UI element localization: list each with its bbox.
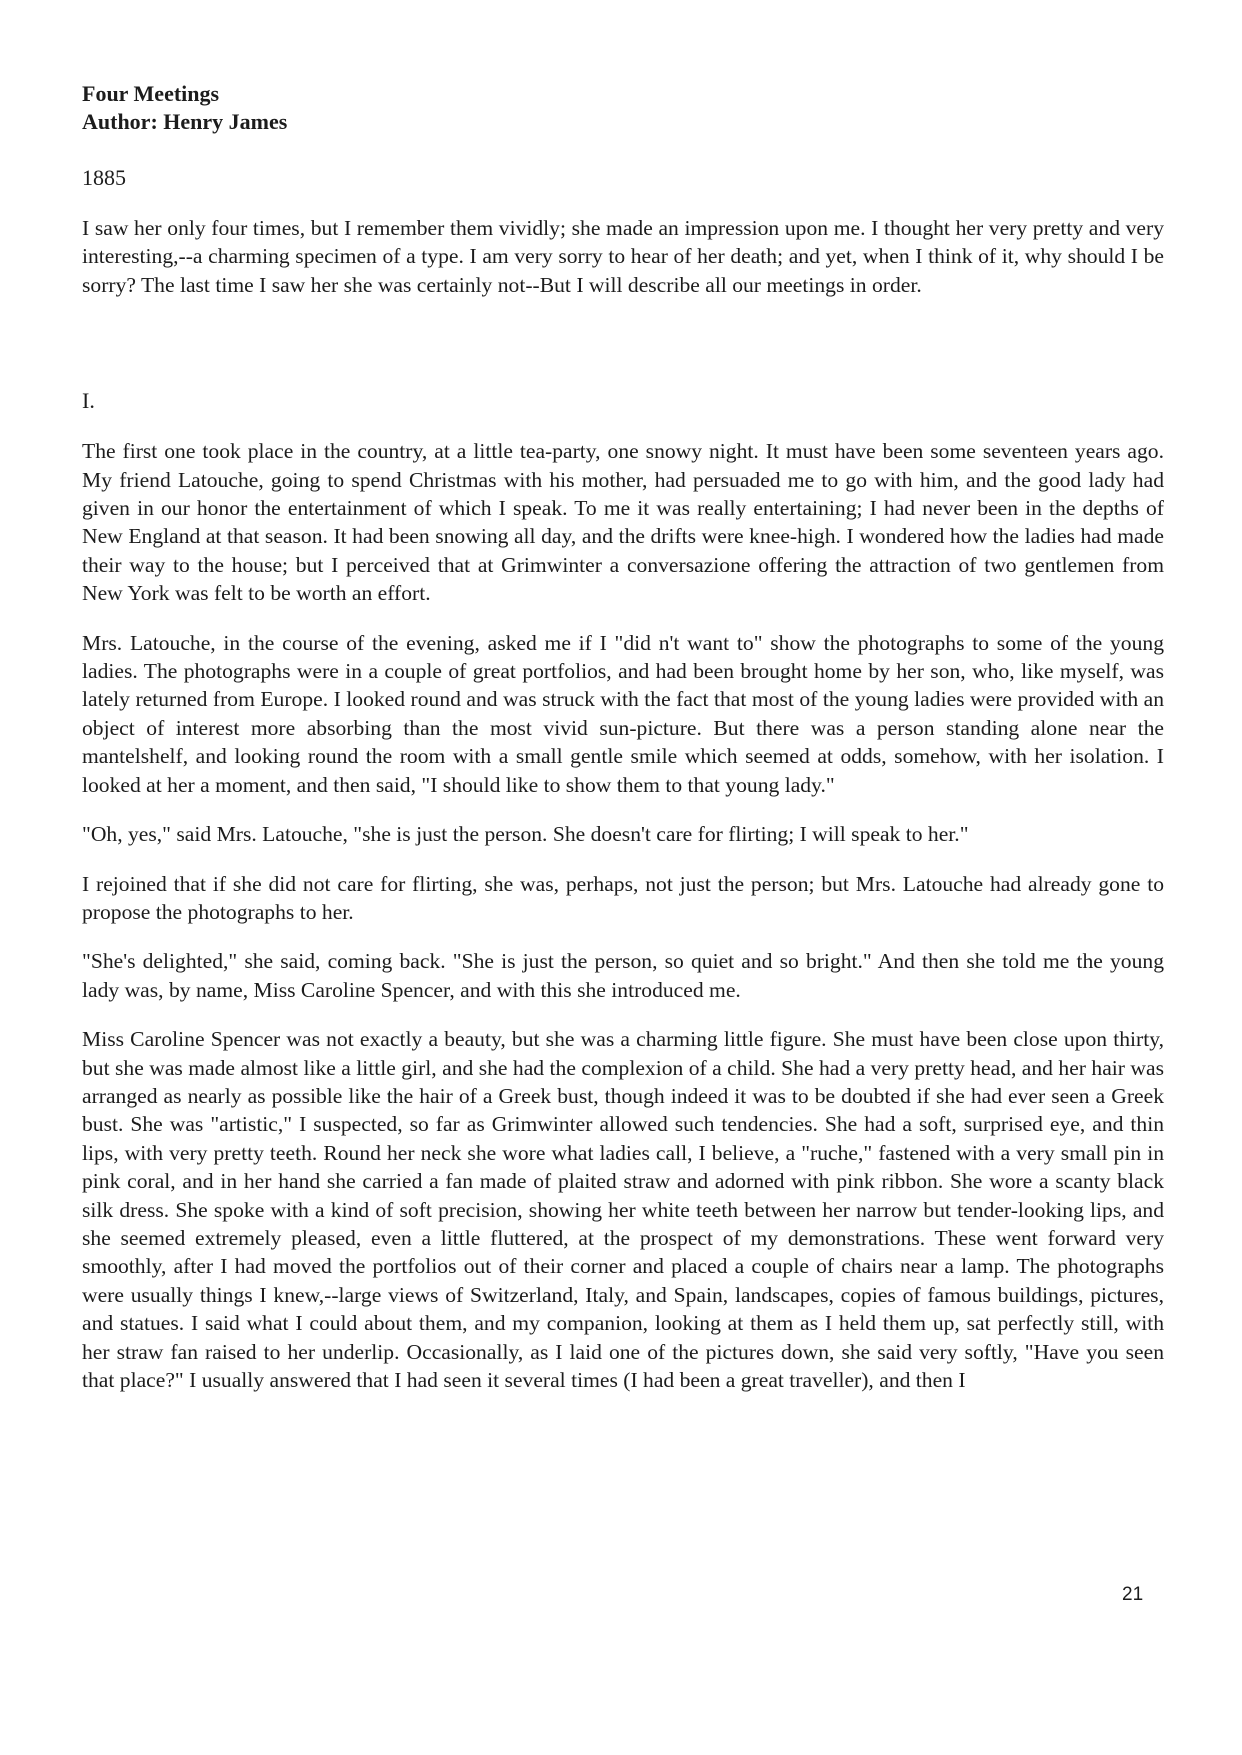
document-title: Four Meetings bbox=[82, 81, 220, 106]
title-block bbox=[82, 80, 1164, 136]
document-page bbox=[82, 80, 1164, 1415]
body-paragraph: The first one took place in the country, at a little tea-party, one snowy night. It must have been some seventeen years ago. My friend Latouche, going to spend Christmas with his mother, had persuaded me to go with him, and the good lady had given in our honor the entertainment of which I speak. To me it was really entertaining; I had never been in the depths of New England at that season. It had been snowing all day, and the drifts were knee-high. I wondered how the ladies had made their way to the house; but I perceived that at Grimwinter a conversazione offering the attraction of two gentlemen from New York was felt to be worth an effort. bbox=[82, 439, 1164, 606]
body-paragraph: Mrs. Latouche, in the course of the evening, asked me if I "did n't want to" show the photographs to some of the young ladies. The photographs were in a couple of great portfolios, and had been brought home by her son, who, like myself, was lately returned from Europe. I looked round and was struck with the fact that most of the young ladies were provided with an object of interest more absorbing than the most vivid sun-picture. But there was a person standing alone near the mantelshelf, and looking round the room with a small gentle smile which seemed at odds, somehow, with her isolation. I looked at her a moment, and then said, "I should like to show them to that young lady." bbox=[82, 630, 1164, 797]
body-paragraph: I rejoined that if she did not care for flirting, she was, perhaps, not just the person; but Mrs. Latouche had already gone to propose the photographs to her. bbox=[82, 871, 1164, 924]
page-number: 21 bbox=[1122, 1584, 1144, 1605]
body-paragraph: Miss Caroline Spencer was not exactly a beauty, but she was a charming little figure. She must have been close upon thirty, but she was made almost like a little girl, and she had the complexion of a child. She had a very pretty head, and her hair was arranged as nearly as possible like the hair of a Greek bust, though indeed it was to be doubted if she had ever seen a Greek bust. She was "artistic," I suspected, so far as Grimwinter allowed such tendencies. She had a soft, surprised eye, and thin lips, with very pretty teeth. Round her neck she wore what ladies call, I believe, a "ruche," fastened with a very small pin in pink coral, and in her hand she carried a fan made of plaited straw and adorned with pink ribbon. She wore a scanty black silk dress. She spoke with a kind of soft precision, showing her white teeth between her narrow but tender-looking lips, and she seemed extremely pleased, even a little fluttered, at the prospect of my demonstrations. These went forward very smoothly, after I had moved the portfolios out of their corner and placed a couple of chairs near a lamp. The photographs were usually things I knew,--large views of Switzerland, Italy, and Spain, landscapes, copies of famous buildings, pictures, and statues. I said what I could about them, and my companion, looking at them as I held them up, sat perfectly still, with her straw fan raised to her underlip. Occasionally, as I laid one of the pictures down, she said very softly, "Have you seen that place?" I usually answered that I had seen it several times (I had been a great traveller), and then I bbox=[82, 1027, 1164, 1392]
intro-paragraph: I saw her only four times, but I remember them vividly; she made an impression upon me. I thought her very pretty and very interesting,--a charming specimen of a type. I am very sorry to hear of her death; and yet, when I think of it, why should I be sorry? The last time I saw her she was certainly not--But I will describe all our meetings in order. bbox=[82, 216, 1164, 297]
section-spacer bbox=[82, 320, 1164, 387]
document-author: Author: Henry James bbox=[82, 109, 288, 134]
body-paragraph: "Oh, yes," said Mrs. Latouche, "she is just the person. She doesn't care for flirting; I will speak to her." bbox=[82, 822, 969, 847]
section-heading: I. bbox=[82, 388, 95, 414]
publication-year: 1885 bbox=[82, 165, 126, 190]
body-paragraph: "She's delighted," she said, coming back. "She is just the person, so quiet and so bright." And then she told me the young lady was, by name, Miss Caroline Spencer, and with this she introduced me. bbox=[82, 949, 1164, 1002]
